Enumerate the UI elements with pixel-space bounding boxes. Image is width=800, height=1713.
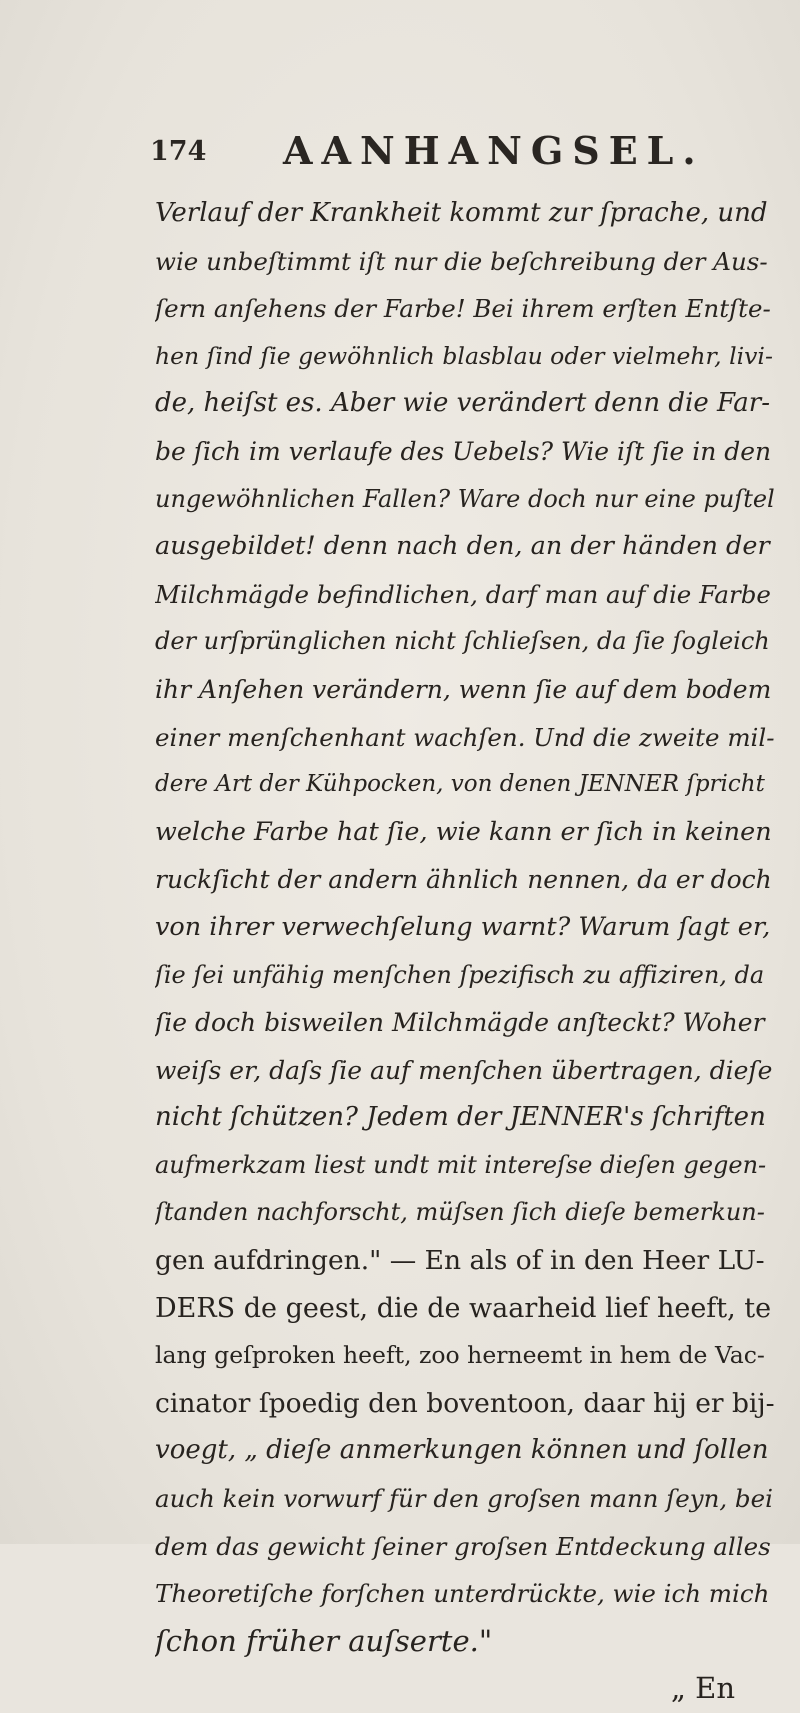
text-line: ſtanden nachforscht, müſsen ſich dieſe bemerkun- bbox=[155, 1198, 765, 1227]
text-line: be ſich im verlaufe des Uebels? Wie iſt ſie in den bbox=[155, 436, 772, 466]
text-line: ſie doch bisweilen Milchmägde anſteckt? Woher bbox=[155, 1008, 765, 1038]
text-line: welche Farbe hat ſie, wie kann er ſich in keinen bbox=[155, 816, 772, 847]
text-line: nicht ſchützen? Jedem der JENNER's ſchriften bbox=[155, 1102, 766, 1133]
text-line: de, heiſst es. Aber wie verändert denn die Far- bbox=[155, 388, 770, 419]
text-line: wie unbeſtimmt iſt nur die beſchreibung der Aus- bbox=[155, 246, 768, 276]
text-line: cinator ſpoedig den boventoon, daar hij er bij- bbox=[155, 1387, 775, 1419]
page-number: 174 bbox=[150, 136, 207, 167]
text-line: Milchmägde befindlichen, darf man auf die Farbe bbox=[155, 579, 771, 609]
text-line: dere Art der Kühpocken, von denen JENNER ſpricht bbox=[155, 771, 765, 798]
text-line: ihr Anſehen verändern, wenn ſie auf dem bodem bbox=[155, 674, 772, 704]
text-line: einer menſchenhant wachſen. Und die zweite mil- bbox=[155, 722, 775, 752]
running-head: AANHANGSEL. bbox=[283, 128, 705, 173]
text-line: ausgebildet! denn nach den, an der händen der bbox=[155, 531, 770, 562]
text-line: weiſs er, daſs ſie auf menſchen übertragen, dieſe bbox=[155, 1055, 773, 1085]
text-line: hen ſind ſie gewöhnlich blasblau oder vielmehr, livi- bbox=[155, 341, 773, 370]
text-line: gen aufdringen." — En als of in den Heer LU- bbox=[155, 1245, 765, 1277]
text-line: dem das gewicht ſeiner groſsen Entdeckung alles bbox=[155, 1531, 771, 1561]
text-line: ruckſicht der andern ähnlich nennen, da er doch bbox=[155, 865, 772, 895]
page-header bbox=[150, 128, 750, 180]
text-line: ungewöhnlichen Fallen? Ware doch nur eine puſtel bbox=[155, 484, 775, 513]
text-line: auch kein vorwurf für den groſsen mann ſeyn, bei bbox=[155, 1484, 773, 1514]
text-line: von ihrer verwechſelung warnt? Warum ſagt er, bbox=[155, 911, 771, 942]
text-line: DERS de geest, die de waarheid lief heeft, te bbox=[155, 1292, 772, 1324]
text-line: der urſprünglichen nicht ſchlieſsen, da ſie ſogleich bbox=[155, 627, 770, 656]
text-line: ſern anſehens der Farbe! Bei ihrem erſten Entſte- bbox=[155, 294, 771, 324]
text-line: ſie ſei unfähig menſchen ſpezifisch zu affiziren, da bbox=[155, 960, 765, 989]
text-line: „ En bbox=[670, 1671, 735, 1706]
text-line: ſchon früher auſserte." bbox=[155, 1623, 493, 1658]
text-line: voegt, „ dieſe anmerkungen können und ſollen bbox=[155, 1435, 769, 1466]
body-text bbox=[155, 190, 775, 1713]
text-line: lang geſproken heeft, zoo herneemt in hem de Vac- bbox=[155, 1341, 765, 1370]
text-line: Theoretiſche forſchen unterdrückte, wie ich mich bbox=[155, 1579, 770, 1609]
text-line: Verlauf der Krankheit kommt zur ſprache, und bbox=[155, 198, 768, 228]
text-line: aufmerkzam liest undt mit intereſse dieſen gegen- bbox=[155, 1150, 767, 1179]
